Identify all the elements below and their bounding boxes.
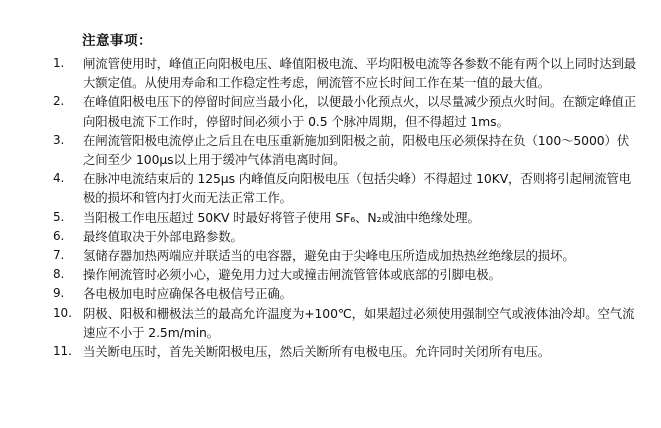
- list-item: [0, 169, 661, 207]
- item-text: 在峰值阳极电压下的停留时间应当最小化，以便最小化预点火，以尽量减少预点火时间。在额定峰值正向阳极电流下工作时，停留时间必须小于 0.5 个脉冲周期，但不得超过 1ms。: [83, 94, 637, 129]
- item-number: 1.: [53, 56, 65, 70]
- item-text: 阴极、阳极和栅极法兰的最高允许温度为+100℃，如果超过必须使用强制空气或液体油冷却。空气流速应不小于 2.5m/min。: [83, 305, 635, 340]
- item-number: 8.: [53, 267, 65, 282]
- list-item: [0, 227, 661, 246]
- list-item: [0, 131, 661, 169]
- list-item: [0, 246, 661, 265]
- item-text: 操作闸流管时必须小心，避免用力过大或撞击闸流管管体或底部的引脚电极。: [83, 267, 501, 283]
- item-text: 当关断电压时，首先关断阳极电压，然后关断所有电极电压。允许同时关闭所有电压。: [83, 344, 551, 360]
- list-item: [0, 54, 661, 92]
- item-text: 在闸流管阳极电流停止之后且在电压重新施加到阳极之前，阳极电压必须保持在负（100～5000）伏之间至少 100μs以上用于缓冲气体消电离时间。: [83, 132, 630, 168]
- item-number: 5.: [53, 209, 65, 224]
- list-item: [0, 265, 661, 284]
- item-text: 当阳极工作电压超过 50KV 时最好将管子使用 SF₆、N₂或油中绝缘处理。: [83, 209, 480, 225]
- notes-list: [0, 54, 661, 361]
- item-text: 最终值取决于外部电路参数。: [83, 228, 243, 244]
- item-text: 各电极加电时应确保各电极信号正确。: [83, 286, 292, 302]
- item-number: 11.: [53, 344, 72, 359]
- item-text: 氢储存器加热两端应并联适当的电容器，避免由于尖峰电压所造成加热热丝绝缘层的损坏。: [83, 248, 575, 264]
- list-item: [0, 304, 661, 342]
- item-number: 3.: [53, 132, 65, 147]
- item-number: 7.: [53, 248, 65, 263]
- list-item: [0, 342, 661, 361]
- list-item: [0, 208, 661, 227]
- notes-title: 注意事项：: [82, 33, 152, 49]
- list-item: [0, 284, 661, 303]
- list-item: [0, 92, 661, 130]
- item-number: 9.: [53, 286, 65, 301]
- item-text: 闸流管使用时，峰值正向阳极电压、峰值阳极电流、平均阳极电流等各参数不能有两个以上同时达到最大额定值。从使用寿命和工作稳定性考虑，闸流管不应长时间工作在某一值的最大值。: [83, 56, 637, 91]
- item-number: 10.: [53, 305, 72, 320]
- item-text: 在脉冲电流结束后的 125μs 内峰值反向阳极电压（包括尖峰）不得超过 10KV，否则将引起闸流管电极的损坏和管内打火而无法正常工作。: [83, 171, 632, 206]
- item-number: 2.: [53, 94, 65, 109]
- item-number: 4.: [53, 171, 65, 186]
- item-number: 6.: [53, 228, 65, 243]
